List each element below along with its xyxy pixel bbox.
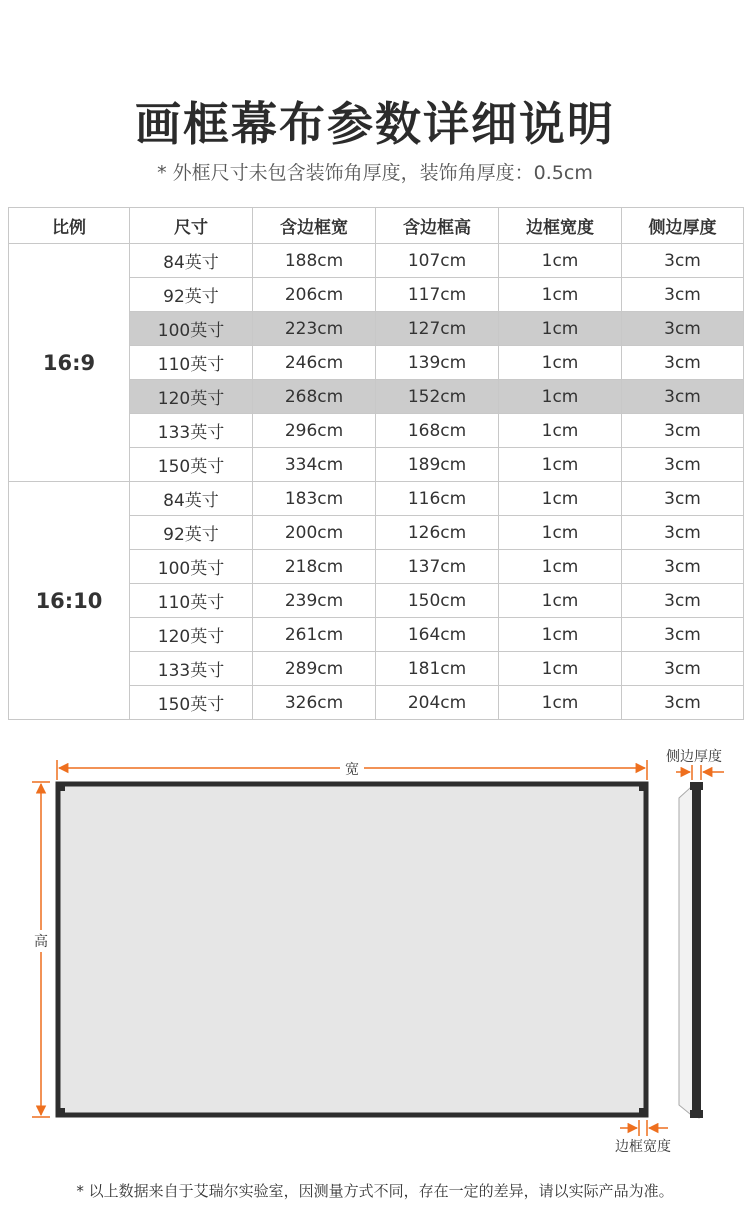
table-cell: 1cm: [499, 244, 622, 278]
table-cell: 1cm: [499, 414, 622, 448]
table-cell: 1cm: [499, 346, 622, 380]
table-cell: 110英寸: [130, 584, 253, 618]
table-cell: 152cm: [376, 380, 499, 414]
table-cell: 3cm: [622, 652, 744, 686]
header-ratio: 比例: [9, 208, 130, 244]
table-cell: 1cm: [499, 584, 622, 618]
table-cell: 100英寸: [130, 550, 253, 584]
page-title: 画框幕布参数详细说明: [135, 97, 615, 151]
table-cell: 268cm: [253, 380, 376, 414]
table-cell: 120英寸: [130, 618, 253, 652]
table-cell: 133英寸: [130, 414, 253, 448]
table-cell: 206cm: [253, 278, 376, 312]
table-cell: 3cm: [622, 516, 744, 550]
screen-diagram-svg: [0, 740, 750, 1170]
table-cell: 296cm: [253, 414, 376, 448]
table-cell: 137cm: [376, 550, 499, 584]
table-cell: 84英寸: [130, 482, 253, 516]
table-cell: 3cm: [622, 448, 744, 482]
table-cell: 139cm: [376, 346, 499, 380]
spec-table-header: [9, 208, 744, 244]
table-cell: 117cm: [376, 278, 499, 312]
width-dimension: [57, 760, 647, 780]
table-cell: 1cm: [499, 380, 622, 414]
frame-width-dimension: [615, 1120, 671, 1155]
header-side-thickness: 侧边厚度: [622, 208, 744, 244]
side-thickness-label: 侧边厚度: [666, 749, 722, 765]
table-cell: 1cm: [499, 652, 622, 686]
ratio-cell: 16:10: [9, 482, 130, 720]
table-cell: 150英寸: [130, 448, 253, 482]
table-cell: 246cm: [253, 346, 376, 380]
table-cell: 1cm: [499, 618, 622, 652]
table-cell: 3cm: [622, 380, 744, 414]
width-label: 宽: [345, 762, 359, 778]
table-cell: 3cm: [622, 346, 744, 380]
table-cell: 3cm: [622, 414, 744, 448]
header-frame-width: 边框宽度: [499, 208, 622, 244]
page-subtitle: * 外框尺寸未包含装饰角厚度，装饰角厚度：0.5cm: [157, 162, 593, 184]
table-cell: 150cm: [376, 584, 499, 618]
table-cell: 1cm: [499, 448, 622, 482]
table-cell: 1cm: [499, 482, 622, 516]
table-cell: 1cm: [499, 686, 622, 720]
table-cell: 189cm: [376, 448, 499, 482]
table-cell: 181cm: [376, 652, 499, 686]
spec-table: [8, 207, 744, 720]
table-cell: 3cm: [622, 312, 744, 346]
table-cell: 188cm: [253, 244, 376, 278]
table-cell: 168cm: [376, 414, 499, 448]
header-width: 含边框宽: [253, 208, 376, 244]
table-cell: 150英寸: [130, 686, 253, 720]
table-cell: 218cm: [253, 550, 376, 584]
table-cell: 1cm: [499, 516, 622, 550]
height-label: 高: [34, 934, 48, 950]
table-cell: 261cm: [253, 618, 376, 652]
table-cell: 127cm: [376, 312, 499, 346]
table-cell: 164cm: [376, 618, 499, 652]
height-dimension: [31, 782, 51, 1117]
table-cell: 3cm: [622, 482, 744, 516]
spec-table-body: [9, 244, 744, 720]
header-height: 含边框高: [376, 208, 499, 244]
side-thickness-dimension: [666, 748, 724, 780]
table-cell: 120英寸: [130, 380, 253, 414]
table-cell: 3cm: [622, 618, 744, 652]
table-cell: 3cm: [622, 584, 744, 618]
table-cell: 3cm: [622, 244, 744, 278]
table-cell: 204cm: [376, 686, 499, 720]
screen-side-view: [679, 782, 703, 1118]
table-row: [9, 482, 744, 516]
ratio-cell: 16:9: [9, 244, 130, 482]
table-cell: 3cm: [622, 686, 744, 720]
table-cell: 334cm: [253, 448, 376, 482]
header-size: 尺寸: [130, 208, 253, 244]
table-cell: 133英寸: [130, 652, 253, 686]
screen-diagram: [0, 740, 750, 1170]
table-cell: 92英寸: [130, 516, 253, 550]
table-cell: 3cm: [622, 550, 744, 584]
table-cell: 100英寸: [130, 312, 253, 346]
table-cell: 126cm: [376, 516, 499, 550]
screen-front-view: [56, 782, 648, 1117]
table-cell: 3cm: [622, 278, 744, 312]
table-cell: 239cm: [253, 584, 376, 618]
table-cell: 84英寸: [130, 244, 253, 278]
footnote: * 以上数据来自于艾瑞尔实验室，因测量方式不同，存在一定的差异，请以实际产品为准。: [76, 1182, 674, 1200]
table-cell: 326cm: [253, 686, 376, 720]
table-cell: 289cm: [253, 652, 376, 686]
table-cell: 1cm: [499, 312, 622, 346]
table-cell: 183cm: [253, 482, 376, 516]
table-cell: 200cm: [253, 516, 376, 550]
table-cell: 107cm: [376, 244, 499, 278]
table-cell: 1cm: [499, 278, 622, 312]
table-cell: 1cm: [499, 550, 622, 584]
table-row: [9, 244, 744, 278]
table-cell: 223cm: [253, 312, 376, 346]
table-cell: 116cm: [376, 482, 499, 516]
table-cell: 110英寸: [130, 346, 253, 380]
table-cell: 92英寸: [130, 278, 253, 312]
frame-width-label: 边框宽度: [615, 1139, 671, 1155]
